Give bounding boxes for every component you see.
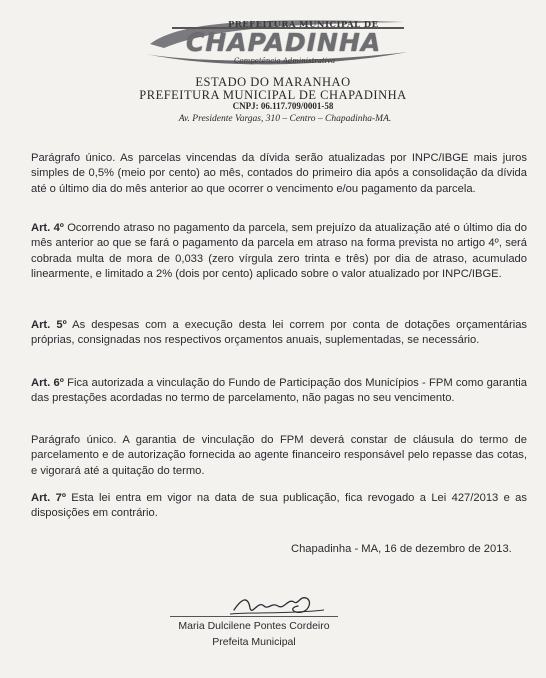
signer-name: Maria Dulcilene Pontes Cordeiro (178, 620, 330, 632)
signature-line (170, 616, 338, 617)
paragraph-single-2 (31, 433, 527, 479)
paragraph-text: Parágrafo único. A garantia de vinculação do FPM deverá constar de cláusula do termo de parcelamento e de autorização fornecida ao agente financeiro responsável pelo repasse das cotas, e vigorará até a quitação do termo. (31, 434, 527, 477)
article-5 (31, 318, 527, 349)
article-label: Art. 4º (31, 222, 64, 234)
prefecture-logo (142, 14, 412, 72)
article-label: Art. 6º (31, 377, 64, 389)
article-7 (31, 491, 527, 522)
paragraph-text: Parágrafo único. As parcelas vincendas da dívida serão atualizadas por INPC/IBGE mais juros simples de 0,5% (meio por cento) ao mês, contados do primeiro dia após a consolidação da dívida até o último dia do mês anterior ao que ocorrer o vencimento e/ou pagamento da parcela. (31, 152, 527, 195)
signer-role: Prefeita Municipal (212, 636, 296, 648)
article-text: Ocorrendo atraso no pagamento da parcela, sem prejuízo da atualização até o último dia do mês anterior ao que se fará o pagamento da parcela em atraso na forma prevista no artigo 4º, será cobrada multa de mora de 0,033 (zero vírgula zero trinta e três) por dia de atraso, acumulado linearmente, e limitado a 2% (dois por cento) aplicado sobre o valor atualizado por INPC/IBGE. (31, 222, 528, 280)
address-line: Av. Presidente Vargas, 310 – Centro – Chapadinha-MA. (178, 114, 392, 124)
article-label: Art. 7º (31, 492, 66, 504)
article-text: Fica autorizada a vinculação do Fundo de Participação dos Municípios - FPM como garantia das prestações acordadas no termo de parcelamento, não pagas no seu vencimento. (31, 377, 527, 405)
article-text: As despesas com a execução desta lei correm por conta de dotações orçamentárias próprias, consignadas nos respectivos orçamentos anuais, suplementadas, se necessário. (31, 319, 528, 347)
article-text: Esta lei entra em vigor na data de sua publicação, fica revogado a Lei 427/2013 e as disposições em contrário. (31, 492, 528, 520)
logo-main-text: CHAPADINHA (186, 28, 382, 57)
article-6 (31, 376, 527, 407)
prefecture-heading: PREFEITURA MUNICIPAL DE CHAPADINHA (139, 88, 407, 102)
logo-top-text: PREFEITURA MUNICIPAL DE (228, 20, 379, 30)
state-heading: ESTADO DO MARANHAO (195, 75, 351, 89)
document-date: Chapadinha - MA, 16 de dezembro de 2013. (291, 543, 512, 555)
article-4 (31, 221, 527, 282)
logo-sub-text: Competência Administrativa (234, 57, 336, 65)
article-label: Art. 5º (31, 319, 67, 331)
paragraph-single-1 (31, 151, 527, 197)
cnpj-line: CNPJ: 06.117.709/0001-58 (232, 101, 334, 111)
